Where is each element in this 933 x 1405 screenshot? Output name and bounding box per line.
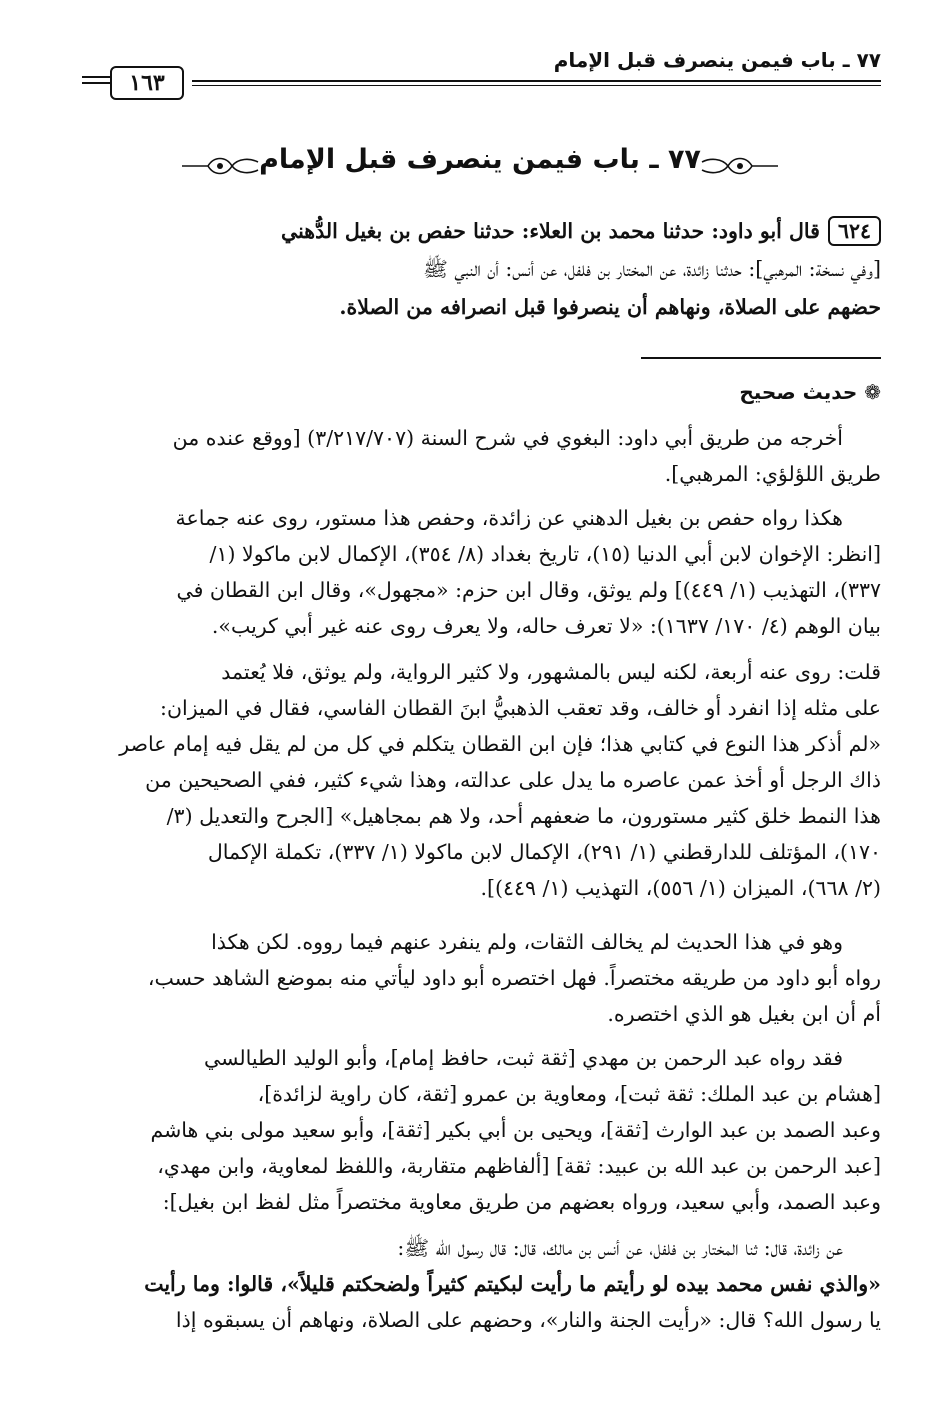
paragraph-line: هذا النمط خلق كثير مستورون، ما ضعفهم أحد، ولا هم بمجاهيل» [الجرح والتعديل (٣/ xyxy=(166,804,881,828)
paragraph-line: رواه أبو داود من طريقه مختصراً. فهل اختصره أبو داود ليأتي منه بموضع الشاهد حسب، xyxy=(147,966,881,990)
page-number-ornament xyxy=(82,62,192,102)
paragraph-line: طريق اللؤلؤي: المرهبي]. xyxy=(664,462,881,486)
hadith-line: حضهم على الصلاة، ونهاهم أن ينصرفوا قبل انصرافه من الصلاة. xyxy=(339,295,881,319)
hadith-text xyxy=(52,212,881,326)
paragraph-line: ٣٣٧)، التهذيب (١/ ٤٤٩)] ولم يوثق، وقال ابن حزم: «مجهول»، وقال ابن القطان في xyxy=(176,578,881,602)
hadith-line: [وفي نسخة: المرهبي]: حدثنا زائدة، عن المختار بن فلفل، عن أنس: أن النبي ﷺ xyxy=(423,257,881,281)
running-title: ٧٧ ـ باب فيمن ينصرف قبل الإمام xyxy=(553,48,881,72)
section-divider xyxy=(641,357,881,359)
paragraph xyxy=(52,1230,881,1338)
paragraph-line: أم أن ابن بغيل هو الذي اختصره. xyxy=(607,1002,881,1026)
paragraph xyxy=(52,654,881,906)
paragraph xyxy=(52,1040,881,1220)
paragraph-line: «لم أذكر هذا النوع في كتابي هذا؛ فإن ابن القطان يتكلم في كل من لم يقل فيه إمام عاصر xyxy=(119,732,881,756)
paragraph-line: [انظر: الإخوان لابن أبي الدنيا (١٥)، تاريخ بغداد (٨/ ٣٥٤)، الإكمال لابن ماكولا (١/ xyxy=(209,542,881,566)
paragraph-line: وهو في هذا الحديث لم يخالف الثقات، ولم ينفرد عنهم فيما رووه. لكن هكذا xyxy=(211,930,843,954)
paragraph-line: هكذا رواه حفص بن بغيل الدهني عن زائدة، وحفص هذا مستور، روى عنه جماعة xyxy=(175,506,843,530)
paragraph-line: ذاك الرجل أو أخذ عمن عاصره ما يدل على عدالته، وهذا شيء كثير، ففي الصحيحين من xyxy=(145,768,881,792)
paragraph xyxy=(52,420,881,492)
paragraph-line: قلت: روى عنه أربعة، لكنه ليس بالمشهور، ولا كثير الرواية، ولم يوثق، فلا يُعتمد xyxy=(221,660,881,684)
hadith-line xyxy=(52,212,881,250)
hadith-grade: ❁ حديث صحيح xyxy=(739,380,881,404)
chapter-heading xyxy=(180,138,780,188)
paragraph-line: ١٧٠)، المؤتلف للدارقطني (١/ ٢٩١)، الإكمال لابن ماكولا (١/ ٣٣٧)، تكملة الإكمال xyxy=(207,840,881,864)
page-number: ١٦٣ xyxy=(110,66,184,100)
paragraph-line: يا رسول الله؟ قال: «رأيت الجنة والنار»، وحضهم على الصلاة، ونهاهم أن يسبقوه إذا xyxy=(175,1308,881,1332)
paragraph xyxy=(52,924,881,1032)
paragraph-line: [عبد الرحمن بن عبد الله بن عبيد: ثقة] [ألفاظهم متقاربة، واللفظ لمعاوية، وابن مهدي، xyxy=(157,1154,881,1178)
running-header xyxy=(82,42,881,96)
paragraph-line: (٢/ ٦٦٨)، الميزان (١/ ٥٥٦)، التهذيب (١/ ٤٤٩)]. xyxy=(480,876,881,900)
paragraph-line: بيان الوهم (٤/ ١٧٠/ ١٦٣٧): «لا تعرف حاله، ولا يعرف روى عنه غير أبي كريب». xyxy=(211,614,881,638)
paragraph-line: على مثله إذا انفرد أو خالف، وقد تعقب الذهبيُّ ابنَ القطان الفاسي، فقال في الميزان: xyxy=(160,696,881,720)
hadith-number: ٦٢٤ xyxy=(828,216,881,246)
paragraph-line: فقد رواه عبد الرحمن بن مهدي [ثقة ثبت، حافظ إمام]، وأبو الوليد الطيالسي xyxy=(203,1046,843,1070)
paragraph-line: «والذي نفس محمد بيده لو رأيتم ما رأيت لبكيتم كثيراً ولضحكتم قليلاً»، قالوا: وما رأيت xyxy=(144,1272,881,1296)
paragraph-line: وعبد الصمد بن عبد الوارث [ثقة]، ويحيى بن أبي بكير [ثقة]، وأبو سعيد مولى بني هاشم xyxy=(150,1118,881,1142)
chapter-title: ٧٧ ـ باب فيمن ينصرف قبل الإمام xyxy=(259,144,701,175)
paragraph-line: وعبد الصمد، وأبي سعيد، ورواه بعضهم من طريق معاوية مختصراً مثل لفظ ابن بغيل]: xyxy=(162,1190,881,1214)
grade-marker-icon: ❁ xyxy=(857,380,881,404)
ornament-lines xyxy=(82,76,110,84)
header-rule xyxy=(192,80,881,86)
right-flourish-icon xyxy=(700,152,780,180)
paragraph-line: أخرجه من طريق أبي داود: البغوي في شرح السنة (٣/٢١٧/٧٠٧) [ووقع عنده من xyxy=(172,426,843,450)
paragraph xyxy=(52,500,881,644)
paragraph-line: عن زائدة، قال: ثنا المختار بن فلفل، عن أنس بن مالك، قال: قال رسول الله ﷺ: xyxy=(397,1236,843,1260)
hadith-line-text: قال أبو داود: حدثنا محمد بن العلاء: حدثنا حفص بن بغيل الدُّهني xyxy=(280,219,820,243)
paragraph-line: [هشام بن عبد الملك: ثقة ثبت]، ومعاوية بن عمرو [ثقة، كان راوية لزائدة]، xyxy=(257,1082,881,1106)
